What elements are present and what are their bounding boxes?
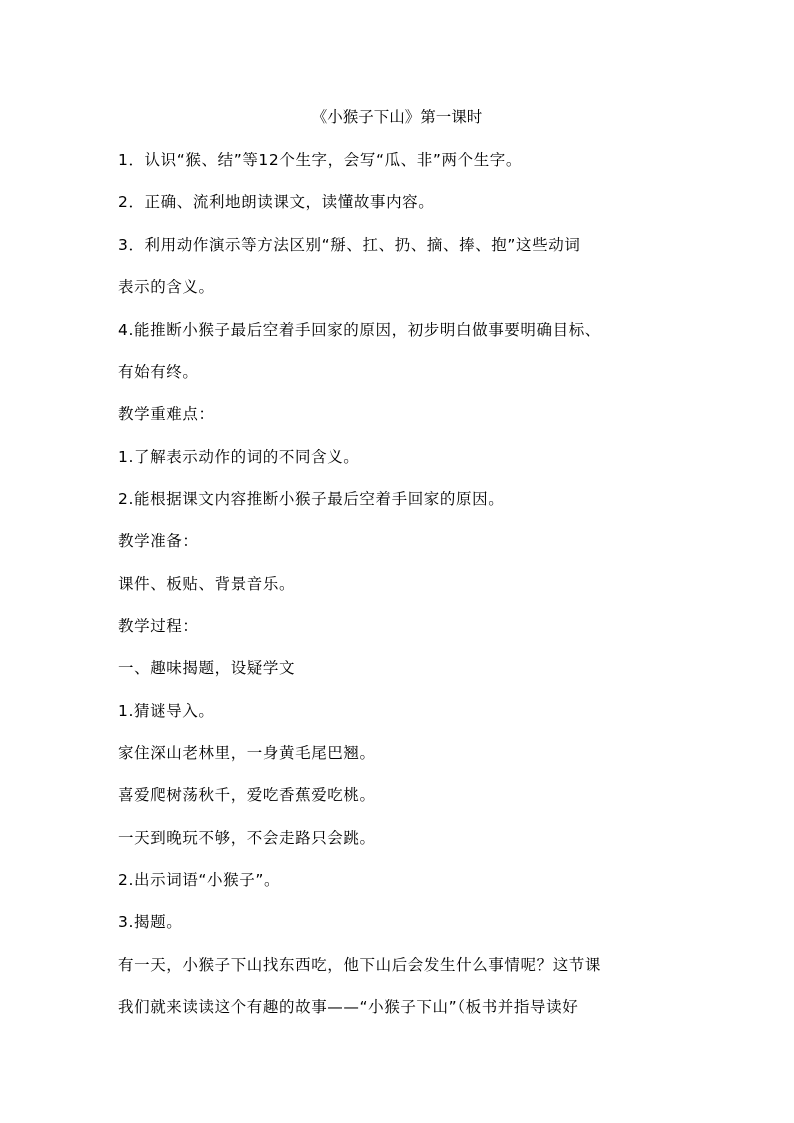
lesson-title: 《小猴子下山》第一课时 — [311, 108, 483, 126]
objective-2: 2．正确、流利地朗读课文，读懂故事内容。 — [118, 193, 435, 211]
key-point-1: 1.了解表示动作的词的不同含义。 — [118, 448, 360, 466]
section-heading-key-points: 教学重难点： — [118, 405, 215, 423]
riddle-intro: 1.猜谜导入。 — [118, 702, 215, 720]
objective-4: 4.能推断小猴子最后空着手回家的原因，初步明白做事要明确目标、 — [118, 321, 601, 339]
objective-4-cont: 有始有终。 — [118, 363, 199, 381]
story-intro-line-2: 我们就来读读这个有趣的故事——“小猴子下山”（板书并指导读好 — [118, 998, 579, 1016]
riddle-line-3: 一天到晚玩不够，不会走路只会跳。 — [118, 829, 376, 847]
section-heading-preparation: 教学准备： — [118, 532, 199, 550]
objective-3: 3．利用动作演示等方法区别“掰、扛、扔、摘、捧、抱”这些动词 — [118, 236, 581, 254]
show-word: 2.出示词语“小猴子”。 — [118, 871, 281, 889]
key-point-2: 2.能根据课文内容推断小猴子最后空着手回家的原因。 — [118, 490, 505, 508]
objective-3-cont: 表示的含义。 — [118, 278, 215, 296]
section-heading-process: 教学过程： — [118, 617, 199, 635]
reveal-title: 3.揭题。 — [118, 913, 183, 931]
riddle-line-2: 喜爱爬树荡秋千，爱吃香蕉爱吃桃。 — [118, 786, 376, 804]
objective-1: 1．认识“猴、结”等12个生字，会写“瓜、非”两个生字。 — [118, 151, 523, 169]
story-intro-line-1: 有一天，小猴子下山找东西吃，他下山后会发生什么事情呢？这节课 — [118, 956, 602, 974]
process-step-1-heading: 一、趣味揭题，设疑学文 — [118, 659, 296, 677]
preparation-items: 课件、板贴、背景音乐。 — [118, 575, 296, 593]
riddle-line-1: 家住深山老林里，一身黄毛尾巴翘。 — [118, 744, 376, 762]
